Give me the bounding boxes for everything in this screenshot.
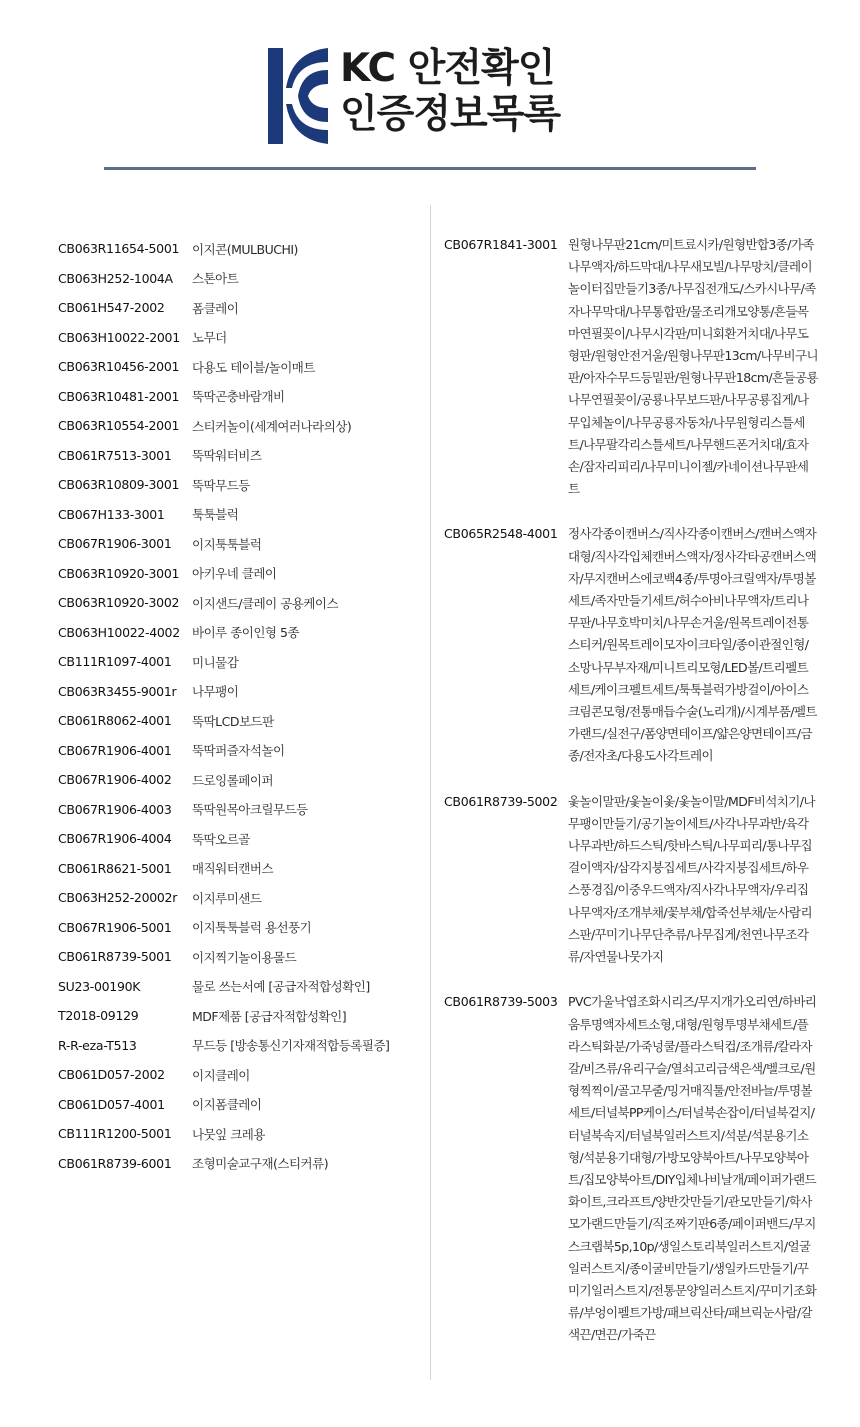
cert-row xyxy=(58,1001,426,1031)
cert-code: CB063R11654-5001 xyxy=(58,241,180,257)
cert-row xyxy=(58,1149,426,1179)
cert-code: CB067R1906-4004 xyxy=(58,831,172,847)
cert-code: CB067R1906-5001 xyxy=(58,919,172,935)
cert-row xyxy=(58,736,426,766)
cert-code: CB067R1841-3001 xyxy=(444,237,558,252)
cert-row xyxy=(58,618,426,648)
cert-row xyxy=(58,854,426,884)
product-name: 물로 쓰는서예 [공급자적합성확인] xyxy=(192,979,370,995)
cert-code: CB063H252-20002r xyxy=(58,890,178,906)
cert-code: CB067H133-3001 xyxy=(58,506,165,522)
product-name: 노무더 xyxy=(192,330,227,346)
cert-code: CB111R1097-4001 xyxy=(58,654,172,670)
cert-code: CB063R10809-3001 xyxy=(58,477,180,493)
cert-row xyxy=(58,352,426,382)
cert-row xyxy=(58,706,426,736)
cert-row xyxy=(58,441,426,471)
cert-row xyxy=(58,264,426,294)
cert-code: CB061H547-2002 xyxy=(58,300,165,316)
cert-code: CB067R1906-4001 xyxy=(58,742,172,758)
cert-row xyxy=(58,972,426,1002)
cert-code: CB063H10022-4002 xyxy=(58,624,180,640)
product-name: 이지샌드/클레이 공용케이스 xyxy=(192,595,339,611)
cert-row xyxy=(58,824,426,854)
cert-row xyxy=(58,942,426,972)
product-name: 스톤아트 xyxy=(192,271,239,287)
cert-code: R-R-eza-T513 xyxy=(58,1037,137,1053)
cert-row xyxy=(58,470,426,500)
product-list: 원형나무판21cm/미트료시카/원형반합3종/가족나무액자/하드막대/나무새모빌/나무망치/클레이놀이터집만들기3종/나무집전개도/스카시나무/족자나무막대/나무통합판/물조리개모양통/흔들목마연필꽂이/나무시각판/미니회환거치대/나무도형판/원형안전거울/원형나무판13cm/나무비구니판/아자수무드등밑판/원형나무판18cm/흔들공룡나무연필꽂이/공룡나무보드판/나무공룡집게/나무입체놀이/나무공룡자동차/나무원형리스틀세트/나무팔각리스틀세트/나무핸드폰거치대/효자손/잠자리피리/나무미니이젤/카네이션나무판세트 xyxy=(568,237,818,497)
product-name: 뚝딱오르골 xyxy=(192,831,250,847)
cert-row xyxy=(58,913,426,943)
cert-row xyxy=(58,883,426,913)
page-header xyxy=(0,0,860,180)
cert-code: CB061R8621-5001 xyxy=(58,860,172,876)
title-line-1: KC 안전확인 xyxy=(340,46,555,91)
product-name: 무드등 [방송통신기자재적합등록필증] xyxy=(192,1038,390,1054)
right-cert-list xyxy=(444,234,824,1370)
cert-code: SU23-00190K xyxy=(58,978,141,994)
product-name: 다용도 테이블/놀이매트 xyxy=(192,359,315,375)
cert-code: CB063H252-1004A xyxy=(58,270,173,286)
product-name: 뚝딱워터비즈 xyxy=(192,448,262,464)
product-name: 뚝딱퍼즐자석놀이 xyxy=(192,743,285,759)
cert-row xyxy=(58,529,426,559)
cert-code: CB067R1906-4003 xyxy=(58,801,172,817)
product-name: 조형미술교구재(스티커류) xyxy=(192,1156,329,1172)
product-name: 스티커놀이(세계여러나라의상) xyxy=(192,418,352,434)
cert-code: CB061R8062-4001 xyxy=(58,713,172,729)
product-name: 나뭇잎 크레용 xyxy=(192,1126,265,1142)
title-line-2: 인증정보목록 xyxy=(340,92,561,137)
product-name: 이지툭툭블럭 xyxy=(192,536,262,552)
product-name: 뚝딱원목아크릴무드등 xyxy=(192,802,308,818)
cert-code: CB061D057-4001 xyxy=(58,1096,165,1112)
product-list: 정사각종이캔버스/직사각종이캔버스/캔버스액자대형/직사각입체캔버스액자/정사각타공캔버스액자/무지캔버스에코백4종/투명아크릴액자/투명볼세트/족자만들기세트/허수아비나무액자/트리나무판/나무호박미치/나무손거울/원목트레이전통스티커/원목트레이모자이크타일/종이관절인형/소망나무부자재/미니트리모형/LED볼/트리펠트세트/케이크펠트세트/툭툭블럭가방걸이/아이스크림콘모형/전통매듭수술(노리개)/시계부품/펠트가랜드/실전구/폼양면테이프/얇은양면테이프/금종/전자초/다용도사각트레이 xyxy=(568,526,817,764)
cert-code: CB063R10481-2001 xyxy=(58,388,180,404)
cert-code: CB063R3455-9001r xyxy=(58,683,177,699)
cert-row xyxy=(444,991,824,1346)
cert-row xyxy=(58,1060,426,1090)
cert-code: CB067R1906-3001 xyxy=(58,536,172,552)
product-name: 이지콘(MULBUCHI) xyxy=(192,241,298,257)
product-name: 이지폼클레이 xyxy=(192,1097,262,1113)
product-name: 미니물감 xyxy=(192,654,239,670)
product-name: 이지클레이 xyxy=(192,1067,250,1083)
cert-code: CB063H10022-2001 xyxy=(58,329,180,345)
product-name: 매직워터캔버스 xyxy=(192,861,274,877)
cert-row xyxy=(444,791,824,969)
product-name: 폼클레이 xyxy=(192,300,239,316)
cert-code: CB061R8739-5003 xyxy=(444,994,558,1010)
cert-row xyxy=(58,677,426,707)
cert-code: CB063R10920-3002 xyxy=(58,595,180,611)
header-rule xyxy=(104,167,756,170)
product-name: 아키우네 클레이 xyxy=(192,566,277,582)
product-name: 뚝딱LCD보드판 xyxy=(192,713,274,729)
product-list: 옻놀이말판/옻놀이옻/옻놀이말/MDF비석치기/나무팽이만들기/공기놀이세트/사각나무과반/육각나무과반/하드스틱/핫바스틱/나무피리/통나무집걸이액자/삼각지붕집세트/사각지붕집세트/하우스풍경집/이중우드액자/직사각나무액자/우리집나무액자/조개부채/꽃부채/합죽선부채/눈사람리스판/꾸미기나무단추류/나무집게/천연나무조각류/자연물나뭇가지 xyxy=(568,793,815,965)
cert-code: CB061R7513-3001 xyxy=(58,447,172,463)
left-cert-list xyxy=(58,234,426,1178)
cert-row xyxy=(58,588,426,618)
cert-row xyxy=(58,323,426,353)
cert-code: CB061R8739-6001 xyxy=(58,1155,172,1171)
cert-row xyxy=(58,559,426,589)
cert-code: T2018-09129 xyxy=(58,1008,139,1024)
product-name: 이지루미샌드 xyxy=(192,890,262,906)
product-name: 바이루 종이인형 5종 xyxy=(192,625,299,641)
cert-row xyxy=(58,234,426,264)
cert-code: CB061R8739-5002 xyxy=(444,793,558,809)
product-name: 드로잉롤페이퍼 xyxy=(192,772,274,788)
product-name: 이지찍기놀이용몰드 xyxy=(192,949,297,965)
cert-row xyxy=(58,795,426,825)
cert-row xyxy=(58,411,426,441)
cert-row xyxy=(58,1031,426,1061)
cert-code: CB063R10456-2001 xyxy=(58,359,180,375)
cert-code: CB061R8739-5001 xyxy=(58,949,172,965)
kc-mark-icon xyxy=(268,48,328,144)
product-name: 뚝딱곤충바람개비 xyxy=(192,389,285,405)
cert-code: CB061D057-2002 xyxy=(58,1067,165,1083)
product-list: PVC가울낙엽조화시리즈/무지개가오리연/하바리움투명액자세트소형,대형/원형투명부채세트/플라스틱화분/가죽넝쿨/플라스틱컵/조개류/칼라자갈/비즈류/유리구슬/열쇠고리금색은색/벨크로/원형찍찍이/골고무줄/밍거매직툴/안전바늘/투명볼세트/터널북PP케이스/터널북손잡이/터널북겉지/터널북속지/터널북일러스트지/석분/석분용기소형/석분용기대형/가방모양북아트/나무모양북아트/집모양북아트/DIY입체나비날개/페이퍼가랜드화이트,크라프트/양반갓만들기/관모만들기/학사모가랜드만들기/직조짜기판6종/페이퍼밴드/무지스크랩북5p,10p/생일스토리북일러스트지/얼굴일러스트지/종이굴비만들기/생일카드만들기/꾸미기일러스트지/전통문양일러스트지/꾸미기조화류/부엉이펠트가방/패브릭산타/패브릭눈사람/갈색끈/면끈/가죽끈 xyxy=(568,994,817,1343)
page-title xyxy=(340,46,560,138)
product-name: 뚝딱무드등 xyxy=(192,477,250,493)
cert-code: CB111R1200-5001 xyxy=(58,1126,172,1142)
cert-row xyxy=(58,500,426,530)
product-name: 이지툭툭블럭 용선풍기 xyxy=(192,920,312,936)
cert-row xyxy=(58,1119,426,1149)
cert-row xyxy=(58,1090,426,1120)
cert-code: CB063R10554-2001 xyxy=(58,418,180,434)
cert-row xyxy=(58,765,426,795)
cert-row xyxy=(444,523,824,767)
cert-code: CB065R2548-4001 xyxy=(444,526,558,542)
cert-code: CB067R1906-4002 xyxy=(58,772,172,788)
cert-row xyxy=(444,234,824,500)
cert-code: CB063R10920-3001 xyxy=(58,565,180,581)
column-divider xyxy=(430,205,431,1380)
cert-row xyxy=(58,293,426,323)
product-name: 나무팽이 xyxy=(192,684,239,700)
product-name: 툭툭블럭 xyxy=(192,507,239,523)
cert-row xyxy=(58,647,426,677)
cert-row xyxy=(58,382,426,412)
product-name: MDF제품 [공급자적합성확인] xyxy=(192,1008,347,1024)
